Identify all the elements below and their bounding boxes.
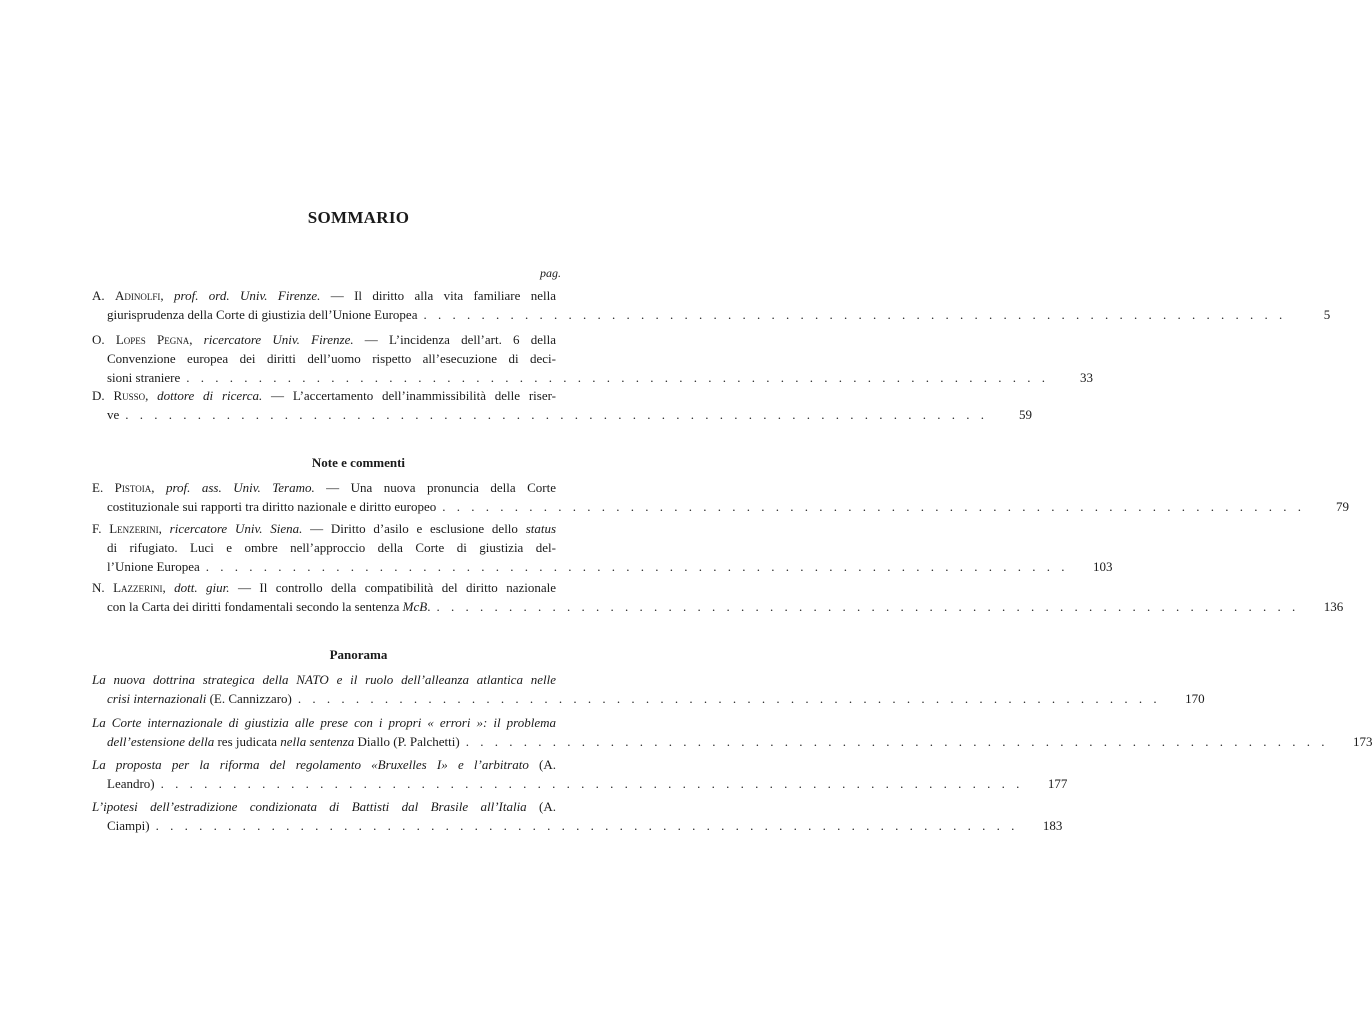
dot-leader: . . . . . . . . . . . . . . . . . . . . . . . . . . . . . . . . . . . . . . . . . . . . . . . . . . . . . . . . . . . . — [160, 776, 1024, 791]
entry-line: Convenzione europea dei diritti dell’uomo rispetto all’esecuzione di deci- — [107, 351, 556, 366]
author-name: Lazzerini — [113, 580, 163, 595]
page-number: 5 — [1323, 307, 1331, 322]
dot-leader: . . . . . . . . . . . . . . . . . . . . . . . . . . . . . . . . . . . . . . . . . . . . . . . . . . . . . . . . . . . . — [465, 734, 1329, 749]
dot-leader: . . . . . . . . . . . . . . . . . . . . . . . . . . . . . . . . . . . . . . . . . . . . . . . . . . . . . . . . . . . . — [186, 370, 1050, 385]
author-name: Lenzerini — [109, 521, 159, 536]
page-number: 59 — [1019, 407, 1033, 422]
page-number: 170 — [1185, 691, 1205, 706]
entry-line: D. Russo, dottore di ricerca. — L’accertamento dell’inammissibilità delle riser- — [92, 388, 556, 403]
author-name: Russo — [113, 388, 146, 403]
entry-line: La nuova dottrina strategica della NATO e il ruolo dell’alleanza atlantica nelle — [92, 672, 556, 687]
page-number: 103 — [1093, 559, 1113, 574]
toc-entry-panorama-battisti[interactable] — [92, 797, 1063, 835]
page-number: 136 — [1323, 599, 1344, 614]
entry-line-last: sioni straniere . . . . . . . . . . . . . . . . . . . . . . . . . . . . . . . . . . . . . . . . . . . . . . . . . . . . . . . . . . . . 33 — [107, 370, 1094, 385]
toc-entry-adinolfi[interactable] — [92, 286, 1331, 324]
entry-line-last: ve . . . . . . . . . . . . . . . . . . . . . . . . . . . . . . . . . . . . . . . . . . . . . . . . . . . . . . . . . . . . 59 — [107, 407, 1033, 422]
author-role: prof. ord. Univ. Firenze. — [174, 288, 321, 303]
section-heading-notes: Note e commenti — [311, 455, 406, 470]
dot-leader: . . . . . . . . . . . . . . . . . . . . . . . . . . . . . . . . . . . . . . . . . . . . . . . . . . . . . . . . . . . . — [423, 307, 1287, 322]
entry-line-last: con la Carta dei diritti fondamentali secondo la sentenza McB. . . . . . . . . . . . . . . . . . . . . . . . . . . . . . . . . . . . . . . . . . . . . . . . . . . . . . . . . . . . . 136 — [107, 599, 1344, 614]
author-role: prof. ass. Univ. Teramo. — [165, 480, 315, 495]
entry-line: E. Pistoia, prof. ass. Univ. Teramo. — Una nuova pronuncia della Corte — [92, 480, 557, 495]
author-name: Lopes Pegna — [115, 332, 190, 347]
page-number: 183 — [1042, 818, 1063, 833]
page-number: 177 — [1047, 776, 1068, 791]
section-heading-panorama: Panorama — [329, 647, 388, 662]
dot-leader: . . . . . . . . . . . . . . . . . . . . . . . . . . . . . . . . . . . . . . . . . . . . . . . . . . . . . . . . . . . . — [442, 499, 1305, 514]
entry-line-last: crisi internazionali (E. Cannizzaro) . . . . . . . . . . . . . . . . . . . . . . . . . . . . . . . . . . . . . . . . . . . . . . . . . . . . . . . . . . . . 170 — [107, 691, 1205, 706]
entry-line: O. Lopes Pegna, ricercatore Univ. Firenze. — L’incidenza dell’art. 6 della — [92, 332, 556, 347]
entry-line-last: Ciampi) . . . . . . . . . . . . . . . . . . . . . . . . . . . . . . . . . . . . . . . . . . . . . . . . . . . . . . . . . . . . 183 — [107, 818, 1063, 833]
toc-entry-panorama-bruxelles[interactable] — [92, 755, 1068, 793]
author-role: dottore di ricerca. — [157, 388, 263, 403]
author-role: ricercatore Univ. Siena. — [169, 521, 303, 536]
entry-line: La Corte internazionale di giustizia alle prese con i propri « errori »: il problema — [92, 715, 556, 730]
entry-line: di rifugiato. Luci e ombre nell’approccio della Corte di giustizia del- — [107, 540, 556, 555]
toc-entry-panorama-nato[interactable] — [92, 670, 1205, 708]
dot-leader: . . . . . . . . . . . . . . . . . . . . . . . . . . . . . . . . . . . . . . . . . . . . . . . . . . . . . . . . . . . . — [297, 691, 1161, 706]
entry-line-last: l’Unione Europea . . . . . . . . . . . . . . . . . . . . . . . . . . . . . . . . . . . . . . . . . . . . . . . . . . . . . . . . . . . . 103 — [107, 559, 1113, 574]
entry-line-last: dell’estensione della res judicata nella sentenza Diallo (P. Palchetti) . . . . . . . . . . . . . . . . . . . . . . . . . . . . . . . . . . . . . . . . . . . . . . . . . . . . . . . . . . . . 173 — [107, 734, 1372, 749]
dot-leader: . . . . . . . . . . . . . . . . . . . . . . . . . . . . . . . . . . . . . . . . . . . . . . . . . . . . . . . . . . . . — [155, 818, 1019, 833]
entry-line-last: Leandro) . . . . . . . . . . . . . . . . . . . . . . . . . . . . . . . . . . . . . . . . . . . . . . . . . . . . . . . . . . . . 177 — [107, 776, 1068, 791]
entry-line: L’ipotesi dell’estradizione condizionata di Battisti dal Brasile all’Italia (A. — [92, 799, 556, 814]
entry-line: N. Lazzerini, dott. giur. — Il controllo della compatibilità del diritto nazionale — [92, 580, 557, 595]
toc-entry-lenzerini[interactable] — [92, 519, 1113, 576]
entry-line-last: costituzionale sui rapporti tra diritto nazionale e diritto europeo . . . . . . . . . . . . . . . . . . . . . . . . . . . . . . . . . . . . . . . . . . . . . . . . . . . . . . . . . . . . 79 — [107, 499, 1349, 514]
page-number: 173 — [1352, 734, 1372, 749]
entry-line-last: giurisprudenza della Corte di giustizia dell’Unione Europea . . . . . . . . . . . . . . . . . . . . . . . . . . . . . . . . . . . . . . . . . . . . . . . . . . . . . . . . . . . . 5 — [107, 307, 1331, 322]
page-number: 33 — [1080, 370, 1094, 385]
toc-entry-panorama-corte[interactable] — [92, 713, 1372, 751]
author-name: Pistoia — [114, 480, 152, 495]
dot-leader: . . . . . . . . . . . . . . . . . . . . . . . . . . . . . . . . . . . . . . . . . . . . . . . . . . . . . . . . . . . . — [205, 559, 1069, 574]
toc-entry-lazzerini[interactable] — [92, 578, 1344, 616]
author-role: dott. giur. — [174, 580, 230, 595]
dot-leader: . . . . . . . . . . . . . . . . . . . . . . . . . . . . . . . . . . . . . . . . . . . . . . . . . . . . . . . . . . . . — [125, 407, 989, 422]
dot-leader: . . . . . . . . . . . . . . . . . . . . . . . . . . . . . . . . . . . . . . . . . . . . . . . . . . . . . . . . . . . . — [436, 599, 1300, 614]
entry-line: F. Lenzerini, ricercatore Univ. Siena. — Diritto d’asilo e esclusione dello status — [92, 521, 557, 536]
author-role: ricercatore Univ. Firenze. — [203, 332, 354, 347]
toc-entry-pistoia[interactable] — [92, 478, 1349, 516]
page-number: 79 — [1335, 499, 1349, 514]
entry-line: La proposta per la riforma del regolamento «Bruxelles I» e l’arbitrato (A. — [92, 757, 556, 772]
toc-entry-russo[interactable] — [92, 386, 1033, 424]
toc-entry-lopes-pegna[interactable] — [92, 330, 1094, 387]
page-title: SOMMARIO — [307, 208, 410, 227]
author-name: Adinolfi — [115, 288, 161, 303]
entry-line: A. Adinolfi, prof. ord. Univ. Firenze. — Il diritto alla vita familiare nella — [92, 288, 557, 303]
pag-label: pag. — [540, 266, 561, 280]
